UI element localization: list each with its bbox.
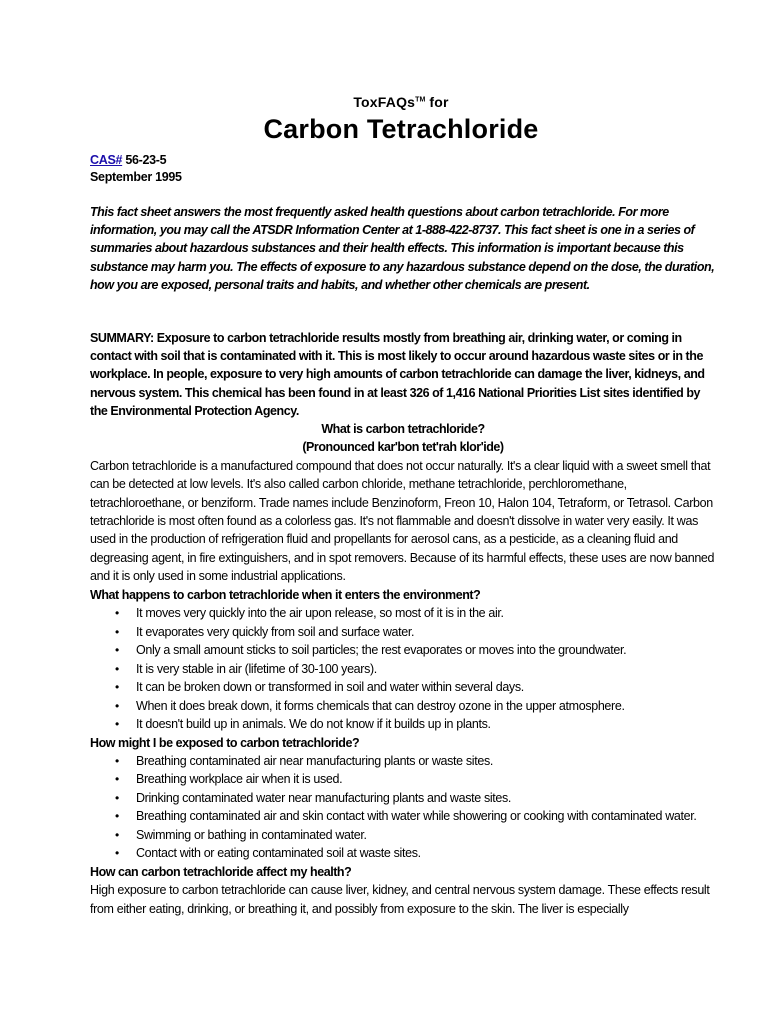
what-is-paragraph: Carbon tetrachloride is a manufactured compound that does not occur naturally. It's a clear liquid with a sweet smell that can be detected at low levels. It's also called carbon chloride, methane tetrachloride, perchloromethane, tetrachloroethane, or benziform. Trade names include Benzinoform, Freon 10, Halon 104, Tetraform, or Tetrasol. Carbon tetrachloride is most often found as a colorless gas. It's not flammable and doesn't dissolve in water very easily. It was used in the production of refrigeration fluid and propellants for aerosol cans, as a pesticide, as a cleaning fluid and degreasing agent, in fire extinguishers, and in spot removers. Because of its harmful effects, these uses are now banned and it is only used in some industrial applications. xyxy=(90,458,715,584)
list-item: • It can be broken down or transformed in soil and water within several days. xyxy=(90,678,716,697)
main-content xyxy=(90,329,716,918)
cas-line xyxy=(90,152,182,169)
summary-paragraph: SUMMARY: Exposure to carbon tetrachloride results mostly from breathing air, drinking water, or coming in contact with soil that is contaminated with it. This is most likely to occur around hazardous waste sites or in the workplace. In people, exposure to very high amounts of carbon tetrachloride can damage the liver, kidneys, and nervous system. This chemical has been found in at least 326 of 1,416 National Priorities List sites identified by the Environmental Protection Agency. xyxy=(90,331,705,418)
section-heading-exposure: How might I be exposed to carbon tetrachloride? xyxy=(90,735,360,750)
series-suffix: for xyxy=(425,94,449,110)
section-heading-what-is: What is carbon tetrachloride? xyxy=(321,422,485,437)
page-title: Carbon Tetrachloride xyxy=(263,114,539,144)
list-item: • It doesn't build up in animals. We do not know if it builds up in plants. xyxy=(90,715,716,734)
list-item: • Breathing workplace air when it is used. xyxy=(90,770,716,789)
section-heading-health: How can carbon tetrachloride affect my health? xyxy=(90,864,352,879)
series-heading xyxy=(90,94,712,110)
list-item: • It evaporates very quickly from soil and surface water. xyxy=(90,623,716,642)
list-item: • It moves very quickly into the air upon release, so most of it is in the air. xyxy=(90,604,716,623)
list-item: • It is very stable in air (lifetime of 30-100 years). xyxy=(90,660,716,679)
cas-link[interactable]: CAS# xyxy=(90,153,123,167)
list-item: • Breathing contaminated air and skin contact with water while showering or cooking with contaminated water. xyxy=(90,807,716,826)
publication-date: September 1995 xyxy=(90,170,182,184)
list-item: • Contact with or eating contaminated soil at waste sites. xyxy=(90,844,716,863)
intro-paragraph: This fact sheet answers the most frequently asked health questions about carbon tetrachloride. For more information, you may call the ATSDR Information Center at 1-888-422-8737. This fact sheet is one in a series of summaries about hazardous substances and their health effects. This information is important because this substance may harm you. The effects of exposure to any hazardous substance depend on the dose, the duration, how you are exposed, personal traits and habits, and whether other chemicals are present. xyxy=(90,205,715,292)
list-item: • Swimming or bathing in contaminated water. xyxy=(90,826,716,845)
exposure-list xyxy=(90,752,716,863)
list-item: • When it does break down, it forms chemicals that can destroy ozone in the upper atmosphere. xyxy=(90,697,716,716)
list-item: • Breathing contaminated air near manufacturing plants or waste sites. xyxy=(90,752,716,771)
pronunciation: (Pronounced kar'bon tet'rah klor'ide) xyxy=(302,440,504,455)
environment-list xyxy=(90,604,716,734)
document-meta xyxy=(90,152,182,186)
health-paragraph: High exposure to carbon tetrachloride can cause liver, kidney, and central nervous system damage. These effects result from either eating, drinking, or breathing it, and possibly from exposure to the skin. The liver is especially xyxy=(90,883,710,916)
list-item: • Drinking contaminated water near manufacturing plants and waste sites. xyxy=(90,789,716,808)
trademark-mark: TM xyxy=(415,96,426,104)
series-name: ToxFAQs xyxy=(353,94,416,110)
list-item: • Only a small amount sticks to soil particles; the rest evaporates or moves into the groundwater. xyxy=(90,641,716,660)
cas-number: 56-23-5 xyxy=(122,153,167,167)
section-heading-environment: What happens to carbon tetrachloride when it enters the environment? xyxy=(90,587,481,602)
